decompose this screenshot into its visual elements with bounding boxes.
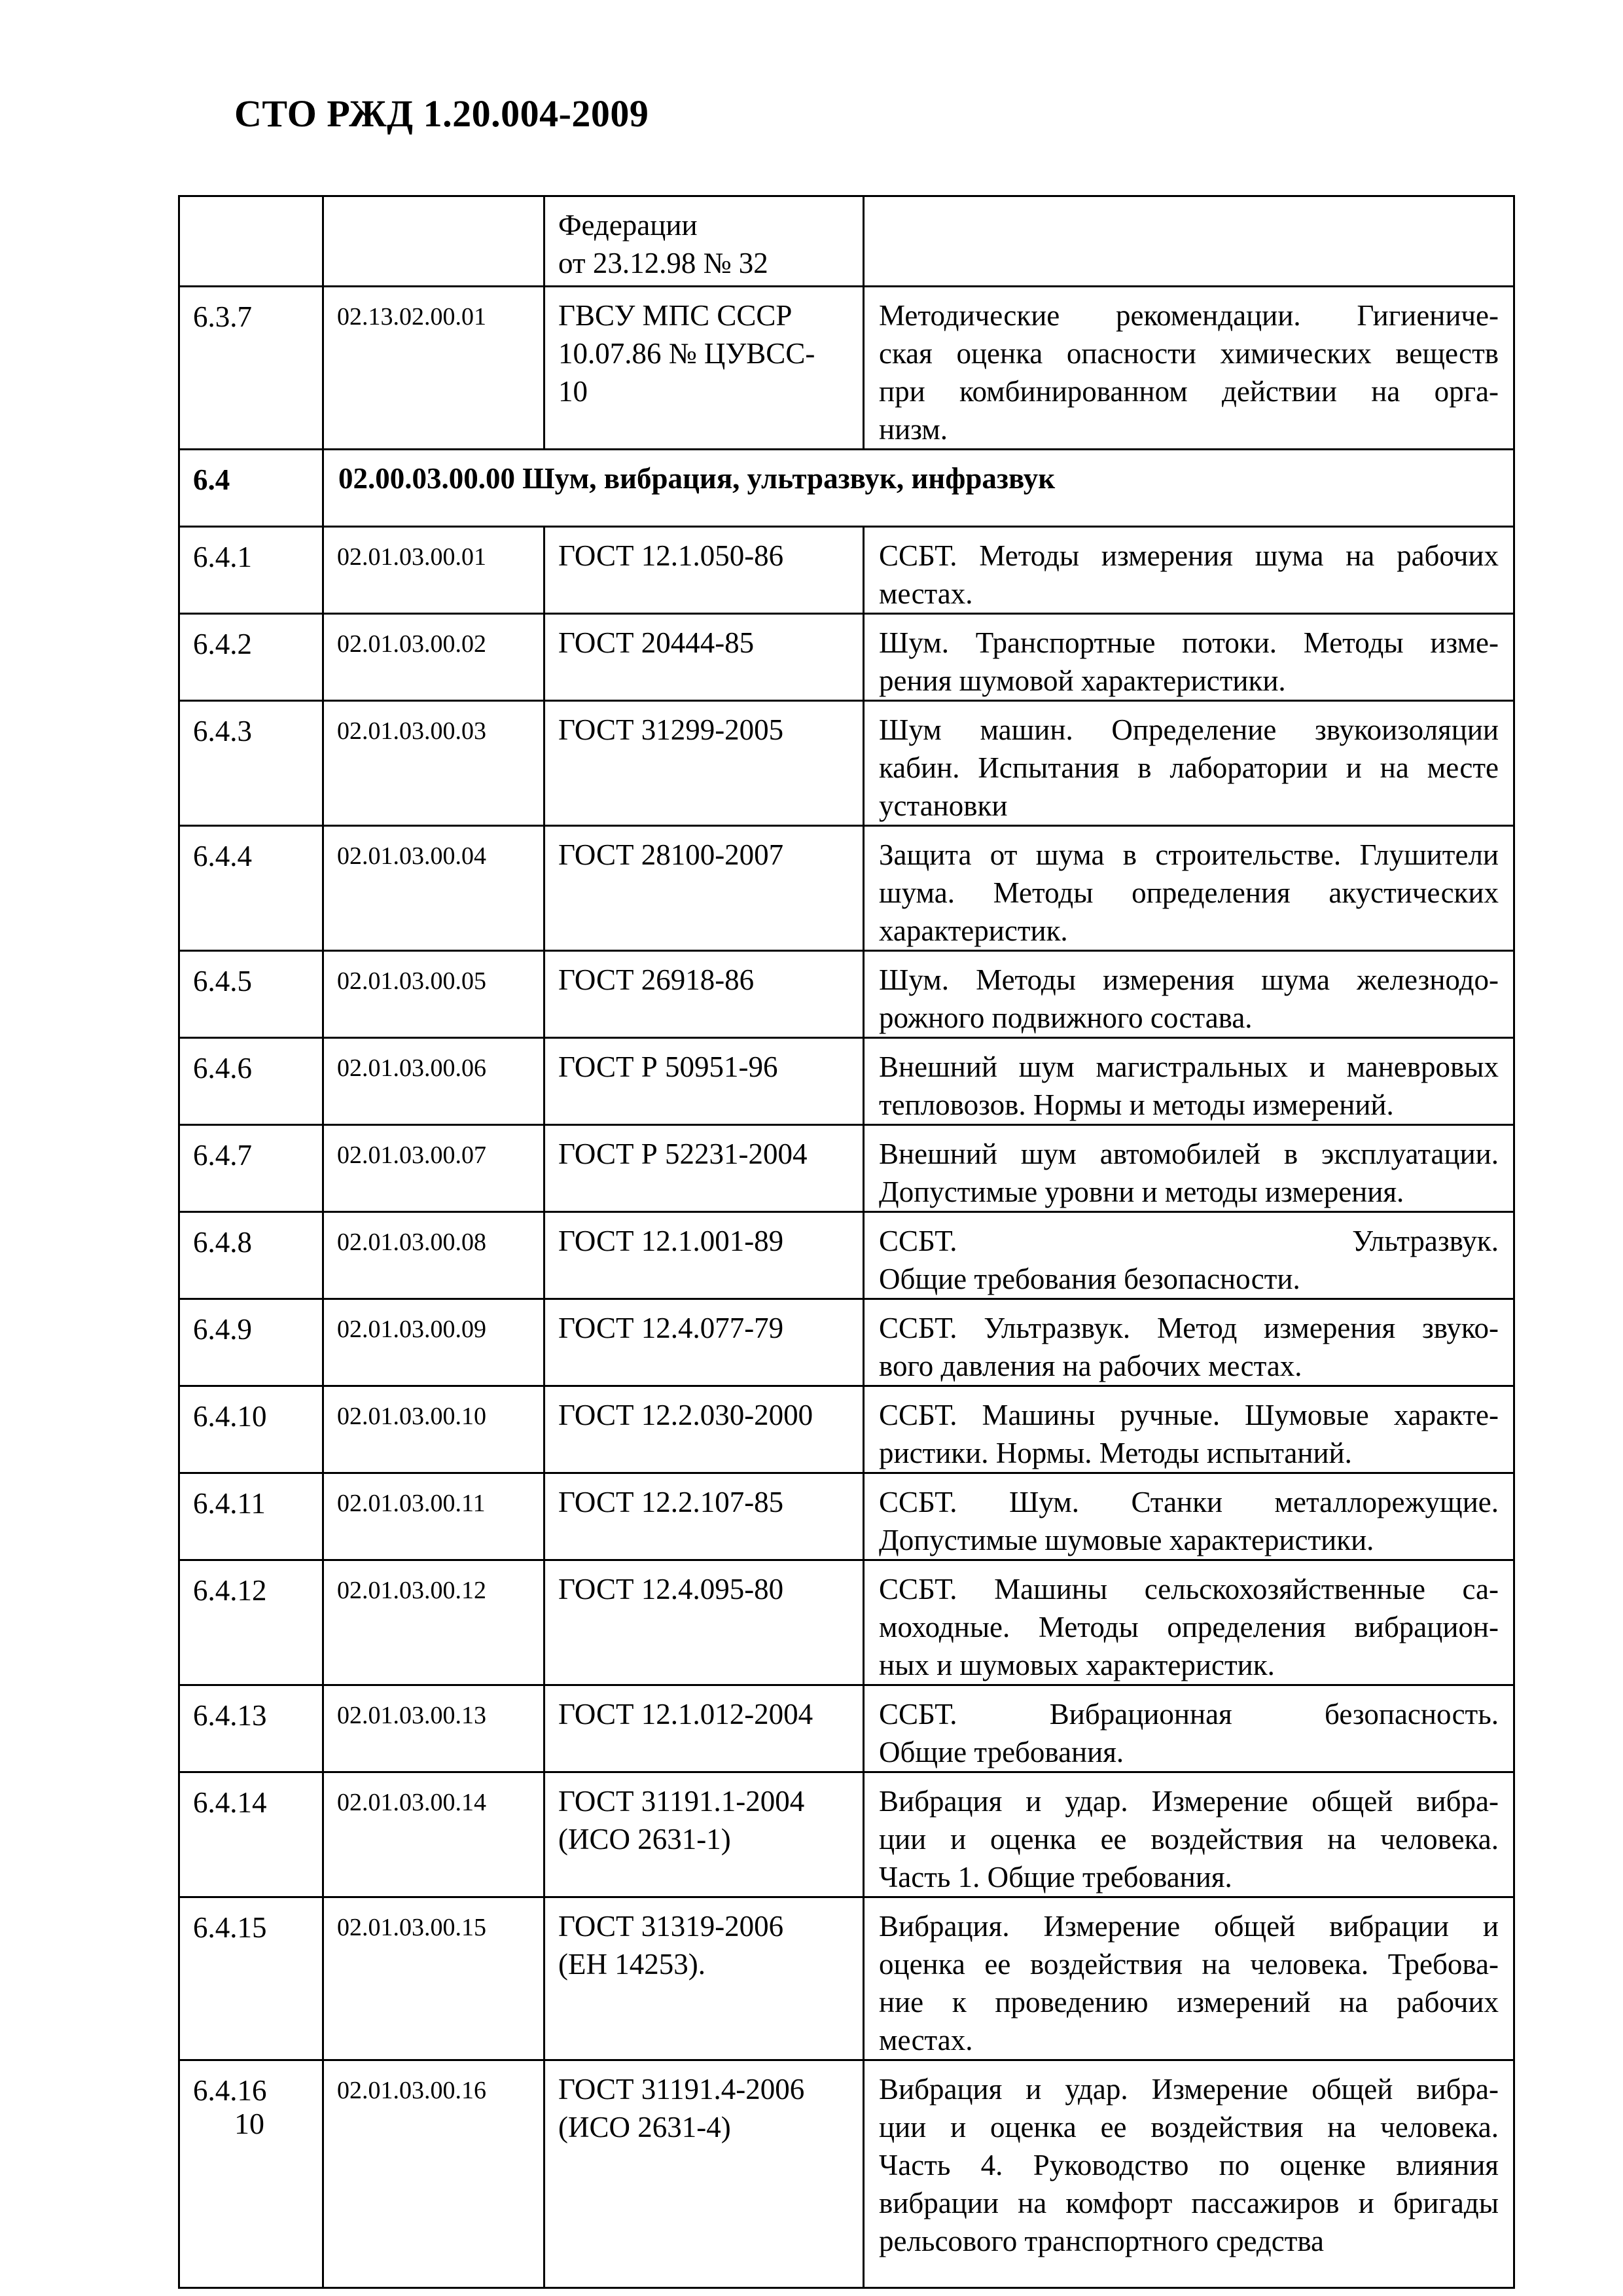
title-line: шума. Методы определения акустических — [879, 876, 1499, 909]
table-row — [179, 1386, 1514, 1473]
cell-code: 02.01.03.00.11 — [323, 1473, 544, 1560]
table-row — [179, 1772, 1514, 1897]
title-line: установки — [879, 789, 1008, 822]
cell-doc — [544, 2060, 864, 2288]
title-line: рения шумовой характеристики. — [879, 664, 1286, 697]
title-line: Часть 1. Общие требования. — [879, 1861, 1232, 1893]
table-row-continuation — [179, 196, 1514, 287]
title-line: местах. — [879, 2024, 973, 2056]
title-line: ская оценка опасности химических веществ — [879, 337, 1499, 370]
doc-line: ГОСТ 26918-86 — [558, 963, 755, 996]
cell-code — [323, 196, 544, 287]
title-line: Шум. Транспортные потоки. Методы изме- — [879, 626, 1499, 659]
title-line: ние к проведению измерений на рабочих — [879, 1986, 1499, 2018]
cell-num: 6.3.7 — [179, 287, 323, 450]
cell-title — [864, 1038, 1514, 1125]
cell-doc — [544, 1386, 864, 1473]
table-row — [179, 1685, 1514, 1772]
cell-code: 02.01.03.00.14 — [323, 1772, 544, 1897]
title-line: местах. — [879, 577, 973, 610]
cell-title — [864, 1685, 1514, 1772]
cell-code: 02.01.03.00.02 — [323, 614, 544, 701]
doc-line: ГОСТ 12.1.012-2004 — [558, 1698, 813, 1731]
title-line: Внешний шум магистральных и маневровых — [879, 1050, 1499, 1083]
cell-doc — [544, 614, 864, 701]
title-line: Внешний шум автомобилей в эксплуатации. — [879, 1138, 1499, 1170]
title-line: Защита от шума в строительстве. Глушители — [879, 838, 1499, 871]
title-line: ССБТ. Шум. Станки металлорежущие. — [879, 1486, 1499, 1518]
cell-title — [864, 1299, 1514, 1386]
cell-num: 6.4.9 — [179, 1299, 323, 1386]
cell-title — [864, 614, 1514, 701]
cell-num: 6.4.13 — [179, 1685, 323, 1772]
doc-line: ГОСТ 31191.1-2004 — [558, 1785, 805, 1818]
table-row-section — [179, 450, 1514, 527]
table-row — [179, 701, 1514, 826]
doc-line: ГОСТ 12.1.050-86 — [558, 539, 784, 572]
table-row — [179, 1299, 1514, 1386]
doc-line: (ЕН 14253). — [558, 1948, 705, 1981]
doc-line: ГОСТ 31319-2006 — [558, 1910, 784, 1943]
table-row — [179, 1038, 1514, 1125]
cell-num: 6.4.14 — [179, 1772, 323, 1897]
doc-line: ГВСУ МПС СССР — [558, 299, 793, 332]
cell-title — [864, 1125, 1514, 1212]
page-number: 10 — [234, 2107, 264, 2140]
table-row — [179, 527, 1514, 614]
title-line: Методические рекомендации. Гигиениче- — [879, 299, 1499, 332]
doc-line: ГОСТ Р 50951-96 — [558, 1050, 778, 1083]
cell-doc — [544, 1772, 864, 1897]
cell-num: 6.4.8 — [179, 1212, 323, 1299]
cell-num: 6.4.10 — [179, 1386, 323, 1473]
cell-title — [864, 1473, 1514, 1560]
doc-line: от 23.12.98 № 32 — [558, 247, 768, 279]
title-line: тепловозов. Нормы и методы измерений. — [879, 1088, 1394, 1121]
doc-line: ГОСТ 12.4.077-79 — [558, 1312, 784, 1344]
title-line: ССБТ. Вибрационная безопасность. — [879, 1698, 1499, 1731]
cell-doc — [544, 196, 864, 287]
cell-doc — [544, 1473, 864, 1560]
cell-title — [864, 287, 1514, 450]
table-row — [179, 614, 1514, 701]
cell-doc — [544, 1212, 864, 1299]
cell-code: 02.01.03.00.10 — [323, 1386, 544, 1473]
cell-code: 02.01.03.00.12 — [323, 1560, 544, 1685]
table-row — [179, 287, 1514, 450]
title-line: ССБТ. Машины сельскохозяйственные са- — [879, 1573, 1499, 1605]
doc-line: 10.07.86 № ЦУВСС- — [558, 337, 815, 370]
cell-doc — [544, 1897, 864, 2060]
title-line: ных и шумовых характеристик. — [879, 1649, 1275, 1681]
standards-table — [178, 195, 1515, 2289]
cell-doc — [544, 1685, 864, 1772]
cell-title — [864, 196, 1514, 287]
title-line: ССБТ. Ультразвук. Метод измерения звуко- — [879, 1312, 1499, 1344]
section-title — [323, 450, 1514, 527]
table-row — [179, 1473, 1514, 1560]
doc-line: (ИСО 2631-4) — [558, 2111, 731, 2144]
cell-doc — [544, 1299, 864, 1386]
title-line: моходные. Методы определения вибрацион- — [879, 1611, 1499, 1643]
cell-num: 6.4.15 — [179, 1897, 323, 2060]
table-row — [179, 1125, 1514, 1212]
title-line: оценка ее воздействия на человека. Требова- — [879, 1948, 1499, 1981]
title-line: Шум. Методы измерения шума железнодо- — [879, 963, 1499, 996]
doc-line: ГОСТ 20444-85 — [558, 626, 755, 659]
cell-doc — [544, 527, 864, 614]
cell-num: 6.4.16 — [179, 2060, 323, 2288]
cell-code: 02.01.03.00.07 — [323, 1125, 544, 1212]
title-line: Часть 4. Руководство по оценке влияния — [879, 2149, 1499, 2181]
document-header: СТО РЖД 1.20.004-2009 — [234, 92, 649, 135]
cell-num: 6.4.3 — [179, 701, 323, 826]
title-line: Шум машин. Определение звукоизоляции — [879, 713, 1499, 746]
doc-line: ГОСТ 31299-2005 — [558, 713, 784, 746]
cell-code: 02.01.03.00.16 — [323, 2060, 544, 2288]
table-row — [179, 1897, 1514, 2060]
cell-num: 6.4.11 — [179, 1473, 323, 1560]
title-line: характеристик. — [879, 914, 1068, 947]
doc-line: 10 — [558, 375, 588, 408]
title-line: Общие требования безопасности. — [879, 1263, 1300, 1295]
title-line: Допустимые уровни и методы измерения. — [879, 1175, 1404, 1208]
title-line: при комбинированном действии на орга- — [879, 375, 1499, 408]
cell-title — [864, 1772, 1514, 1897]
table-row — [179, 826, 1514, 951]
standards-table-body — [179, 196, 1514, 2288]
cell-title — [864, 1560, 1514, 1685]
title-line: ССБТ. Ультразвук. — [879, 1225, 1499, 1257]
title-line: Вибрация и удар. Измерение общей вибра- — [879, 1785, 1499, 1818]
title-line: ССБТ. Методы измерения шума на рабочих — [879, 539, 1499, 572]
cell-title — [864, 951, 1514, 1038]
cell-doc — [544, 826, 864, 951]
title-line: ристики. Нормы. Методы испытаний. — [879, 1437, 1352, 1469]
title-line: вибрации на комфорт пассажиров и бригады — [879, 2187, 1499, 2219]
cell-doc — [544, 287, 864, 450]
cell-num: 6.4.7 — [179, 1125, 323, 1212]
doc-line: ГОСТ 12.1.001-89 — [558, 1225, 784, 1257]
doc-line: ГОСТ Р 52231-2004 — [558, 1138, 808, 1170]
cell-doc — [544, 1560, 864, 1685]
cell-title — [864, 1386, 1514, 1473]
cell-num: 6.4 — [179, 450, 323, 527]
title-line: рельсового транспортного средства — [879, 2225, 1325, 2257]
cell-doc — [544, 1125, 864, 1212]
cell-num: 6.4.12 — [179, 1560, 323, 1685]
doc-line: ГОСТ 12.2.107-85 — [558, 1486, 784, 1518]
title-line: низм. — [879, 413, 948, 446]
doc-line: ГОСТ 28100-2007 — [558, 838, 784, 871]
table-row — [179, 951, 1514, 1038]
cell-title — [864, 2060, 1514, 2288]
cell-code: 02.01.03.00.04 — [323, 826, 544, 951]
doc-line: (ИСО 2631-1) — [558, 1823, 731, 1856]
cell-code: 02.01.03.00.13 — [323, 1685, 544, 1772]
title-line: вого давления на рабочих местах. — [879, 1350, 1302, 1382]
cell-title — [864, 701, 1514, 826]
cell-code: 02.01.03.00.15 — [323, 1897, 544, 2060]
cell-doc — [544, 951, 864, 1038]
cell-code: 02.01.03.00.01 — [323, 527, 544, 614]
title-line: рожного подвижного состава. — [879, 1001, 1253, 1034]
cell-title — [864, 1897, 1514, 2060]
title-line: ции и оценка ее воздействия на человека. — [879, 2111, 1499, 2144]
title-line: кабин. Испытания в лаборатории и на месте — [879, 751, 1499, 784]
cell-num: 6.4.5 — [179, 951, 323, 1038]
cell-code: 02.01.03.00.08 — [323, 1212, 544, 1299]
cell-num: 6.4.2 — [179, 614, 323, 701]
cell-code: 02.01.03.00.09 — [323, 1299, 544, 1386]
section-title-text: 02.00.03.00.00 Шум, вибрация, ультразвук, инфразвук — [338, 462, 1056, 495]
cell-code: 02.01.03.00.03 — [323, 701, 544, 826]
cell-num: 6.4.6 — [179, 1038, 323, 1125]
title-line: Вибрация. Измерение общей вибрации и — [879, 1910, 1499, 1943]
cell-title — [864, 826, 1514, 951]
title-line: Общие требования. — [879, 1736, 1124, 1768]
title-line: ции и оценка ее воздействия на человека. — [879, 1823, 1499, 1856]
doc-line: ГОСТ 12.4.095-80 — [558, 1573, 784, 1605]
title-line: Допустимые шумовые характеристики. — [879, 1524, 1374, 1556]
doc-line: ГОСТ 31191.4-2006 — [558, 2073, 805, 2106]
cell-doc — [544, 701, 864, 826]
cell-code: 02.01.03.00.06 — [323, 1038, 544, 1125]
table-row — [179, 2060, 1514, 2288]
doc-line: Федерации — [558, 209, 698, 242]
cell-title — [864, 1212, 1514, 1299]
title-line: Вибрация и удар. Измерение общей вибра- — [879, 2073, 1499, 2106]
cell-title — [864, 527, 1514, 614]
table-row — [179, 1560, 1514, 1685]
doc-line: ГОСТ 12.2.030-2000 — [558, 1399, 813, 1431]
cell-code: 02.13.02.00.01 — [323, 287, 544, 450]
cell-num: 6.4.1 — [179, 527, 323, 614]
cell-code: 02.01.03.00.05 — [323, 951, 544, 1038]
cell-doc — [544, 1038, 864, 1125]
table-row — [179, 1212, 1514, 1299]
cell-num: 6.4.4 — [179, 826, 323, 951]
cell-num — [179, 196, 323, 287]
title-line: ССБТ. Машины ручные. Шумовые характе- — [879, 1399, 1499, 1431]
